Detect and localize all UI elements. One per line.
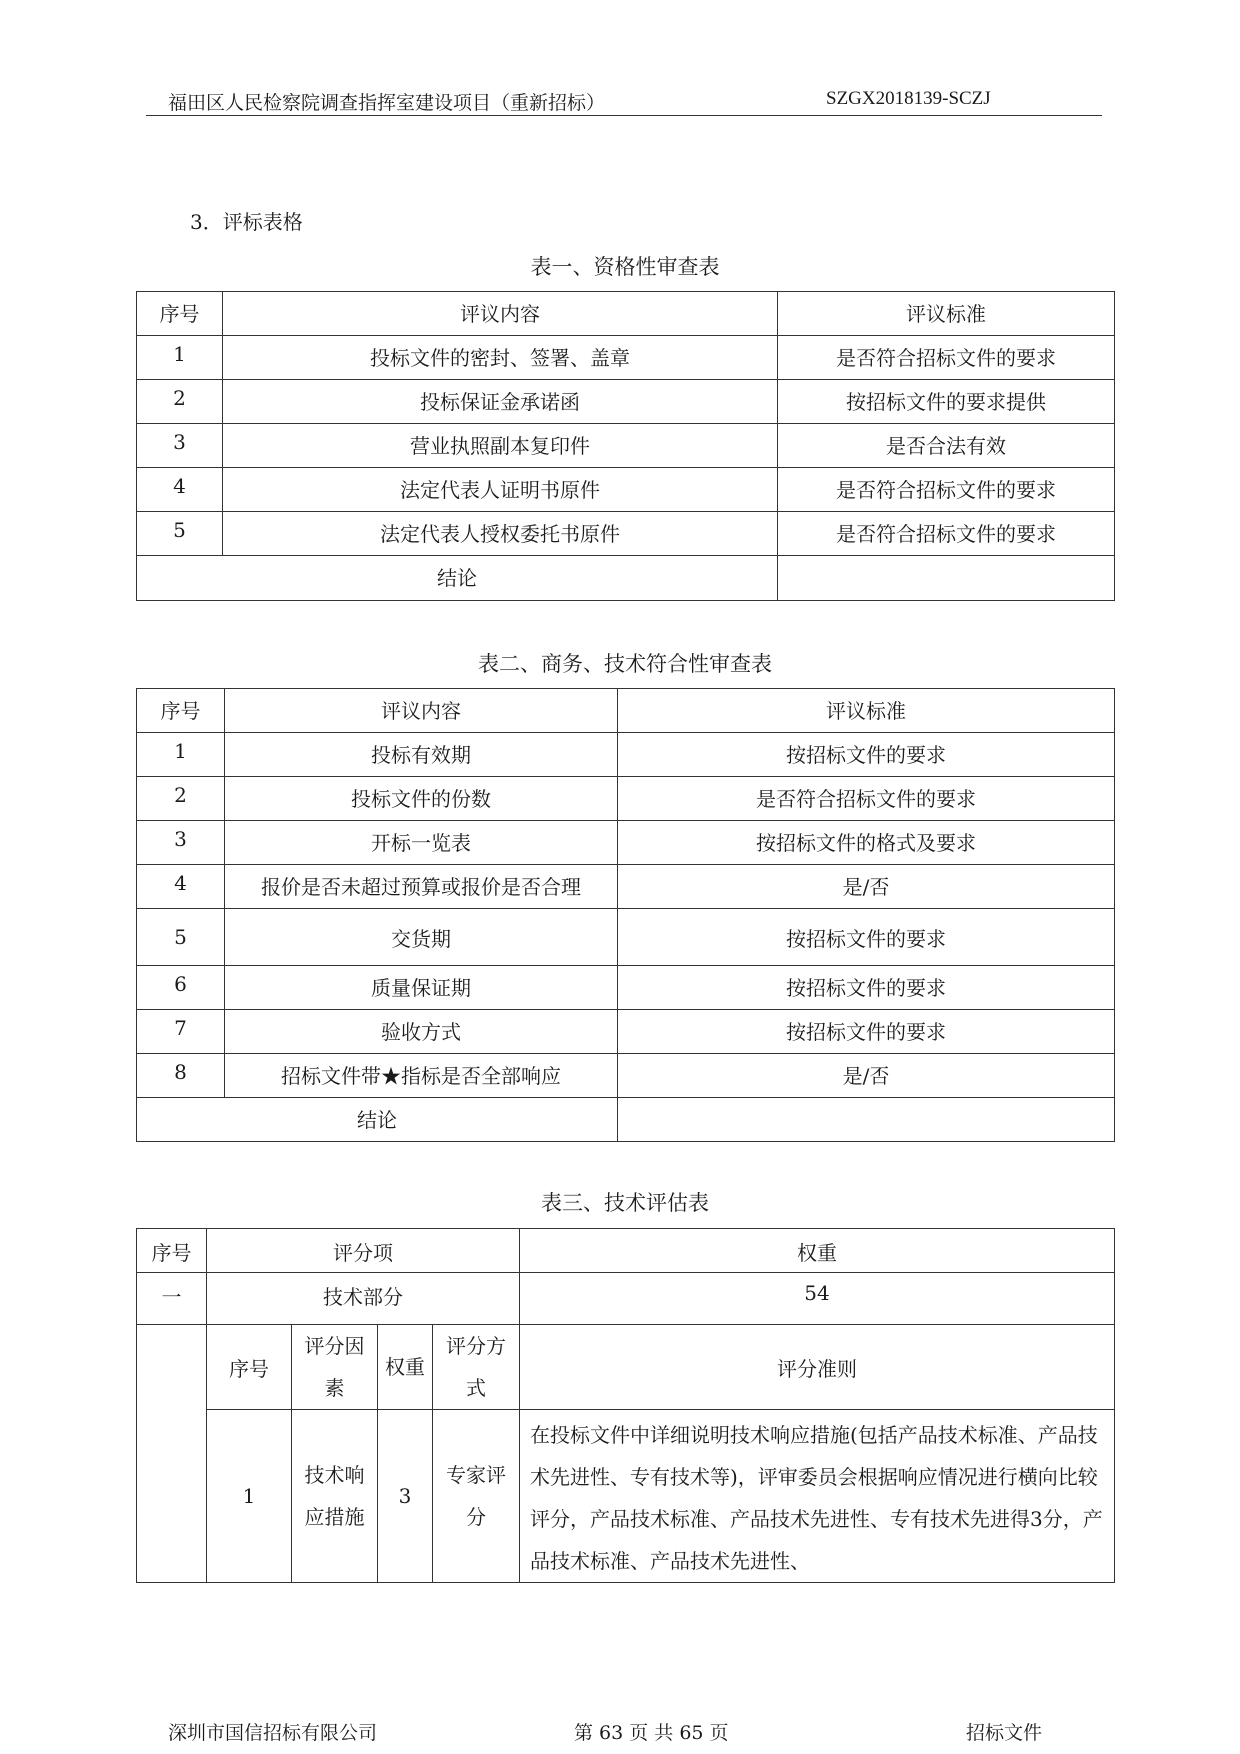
row-number: 7 <box>137 1010 225 1054</box>
review-standard: 按招标文件的要求 <box>618 909 1115 966</box>
sub-header-cell: 权重 <box>378 1325 433 1410</box>
table2-caption: 表二、商务、技术符合性审查表 <box>478 652 772 676</box>
sub-header-cell: 评分方式 <box>433 1325 520 1410</box>
section-title: 3．评标表格 <box>190 210 303 234</box>
table1-header-row <box>137 292 1115 336</box>
header-project-title: 福田区人民检察院调查指挥室建设项目（重新招标） <box>168 92 606 114</box>
review-standard: 按招标文件的要求提供 <box>778 380 1115 424</box>
empty-cell <box>137 1325 207 1583</box>
scoring-row <box>137 1410 1115 1583</box>
review-content: 质量保证期 <box>225 966 618 1010</box>
table3-header-cell: 评分项 <box>207 1229 520 1273</box>
row-number: 1 <box>137 733 225 777</box>
row-number: 6 <box>137 966 225 1010</box>
group-number: 一 <box>137 1273 207 1325</box>
review-standard: 是/否 <box>618 865 1115 909</box>
review-content: 法定代表人证明书原件 <box>223 468 778 512</box>
table-row <box>137 966 1115 1010</box>
conclusion-value <box>778 556 1115 601</box>
review-standard: 按招标文件的格式及要求 <box>618 821 1115 865</box>
review-content: 招标文件带★指标是否全部响应 <box>225 1054 618 1098</box>
review-standard: 按招标文件的要求 <box>618 1010 1115 1054</box>
sub-header-cell: 序号 <box>207 1325 292 1410</box>
table-row <box>137 424 1115 468</box>
scoring-number: 1 <box>207 1410 292 1583</box>
review-content: 营业执照副本复印件 <box>223 424 778 468</box>
table3-caption: 表三、技术评估表 <box>541 1191 709 1215</box>
table-row <box>137 909 1115 966</box>
table-row <box>137 865 1115 909</box>
table3-header-cell: 序号 <box>137 1229 207 1273</box>
review-content: 验收方式 <box>225 1010 618 1054</box>
review-standard: 按招标文件的要求 <box>618 733 1115 777</box>
review-content: 报价是否未超过预算或报价是否合理 <box>225 865 618 909</box>
scoring-method: 专家评分 <box>433 1410 520 1583</box>
row-number: 5 <box>137 512 223 556</box>
sub-header-row <box>137 1325 1115 1410</box>
review-standard: 是否符合招标文件的要求 <box>778 468 1115 512</box>
conclusion-label: 结论 <box>137 556 778 601</box>
review-standard: 是否合法有效 <box>778 424 1115 468</box>
review-content: 交货期 <box>225 909 618 966</box>
table1-header-cell: 评议内容 <box>223 292 778 336</box>
review-content: 投标保证金承诺函 <box>223 380 778 424</box>
table1-header-cell: 评议标准 <box>778 292 1115 336</box>
table2-header-cell: 评议标准 <box>618 689 1115 733</box>
conclusion-row <box>137 556 1115 601</box>
table3-header-cell: 权重 <box>520 1229 1115 1273</box>
row-number: 3 <box>137 424 223 468</box>
table-row <box>137 512 1115 556</box>
row-number: 5 <box>137 909 225 966</box>
table-row <box>137 733 1115 777</box>
header-project-code: SZGX2018139-SCZJ <box>826 88 991 109</box>
conclusion-label: 结论 <box>137 1098 618 1142</box>
table-row <box>137 1010 1115 1054</box>
footer-page-info: 第 63 页 共 65 页 <box>574 1722 729 1744</box>
review-content: 开标一览表 <box>225 821 618 865</box>
table1 <box>136 291 1115 601</box>
table2-header-row <box>137 689 1115 733</box>
sub-header-cell: 评分准则 <box>520 1325 1115 1410</box>
scoring-criteria: 在投标文件中详细说明技术响应措施(包括产品技术标准、产品技术先进性、专有技术等)，评审委员会根据响应情况进行横向比较评分，产品技术标准、产品技术先进性、专有技术先进得3分，产品技术标准、产品技术先进性、 <box>520 1410 1115 1583</box>
table-row <box>137 336 1115 380</box>
footer-doc-type: 招标文件 <box>966 1722 1043 1744</box>
table-row <box>137 1054 1115 1098</box>
row-number: 1 <box>137 336 223 380</box>
table3 <box>136 1228 1115 1583</box>
row-number: 8 <box>137 1054 225 1098</box>
sub-header-cell: 评分因素 <box>292 1325 378 1410</box>
review-standard: 是否符合招标文件的要求 <box>778 512 1115 556</box>
review-content: 投标文件的份数 <box>225 777 618 821</box>
review-standard: 是否符合招标文件的要求 <box>778 336 1115 380</box>
group-row <box>137 1273 1115 1325</box>
table1-caption: 表一、资格性审查表 <box>530 255 720 279</box>
footer-company: 深圳市国信招标有限公司 <box>168 1722 378 1744</box>
scoring-weight: 3 <box>378 1410 433 1583</box>
table-row <box>137 468 1115 512</box>
table2-header-cell: 序号 <box>137 689 225 733</box>
review-standard: 是否符合招标文件的要求 <box>618 777 1115 821</box>
table3-header-row <box>137 1229 1115 1273</box>
review-standard: 是/否 <box>618 1054 1115 1098</box>
row-number: 2 <box>137 380 223 424</box>
review-content: 法定代表人授权委托书原件 <box>223 512 778 556</box>
table2-header-cell: 评议内容 <box>225 689 618 733</box>
row-number: 3 <box>137 821 225 865</box>
table-row <box>137 821 1115 865</box>
review-standard: 按招标文件的要求 <box>618 966 1115 1010</box>
group-weight: 54 <box>520 1273 1115 1325</box>
row-number: 4 <box>137 865 225 909</box>
review-content: 投标有效期 <box>225 733 618 777</box>
conclusion-value <box>618 1098 1115 1142</box>
row-number: 4 <box>137 468 223 512</box>
review-content: 投标文件的密封、签署、盖章 <box>223 336 778 380</box>
table2 <box>136 688 1115 1142</box>
table1-header-cell: 序号 <box>137 292 223 336</box>
conclusion-row <box>137 1098 1115 1142</box>
group-name: 技术部分 <box>207 1273 520 1325</box>
scoring-factor: 技术响应措施 <box>292 1410 378 1583</box>
table-row <box>137 777 1115 821</box>
table-row <box>137 380 1115 424</box>
row-number: 2 <box>137 777 225 821</box>
header-divider <box>146 115 1102 116</box>
